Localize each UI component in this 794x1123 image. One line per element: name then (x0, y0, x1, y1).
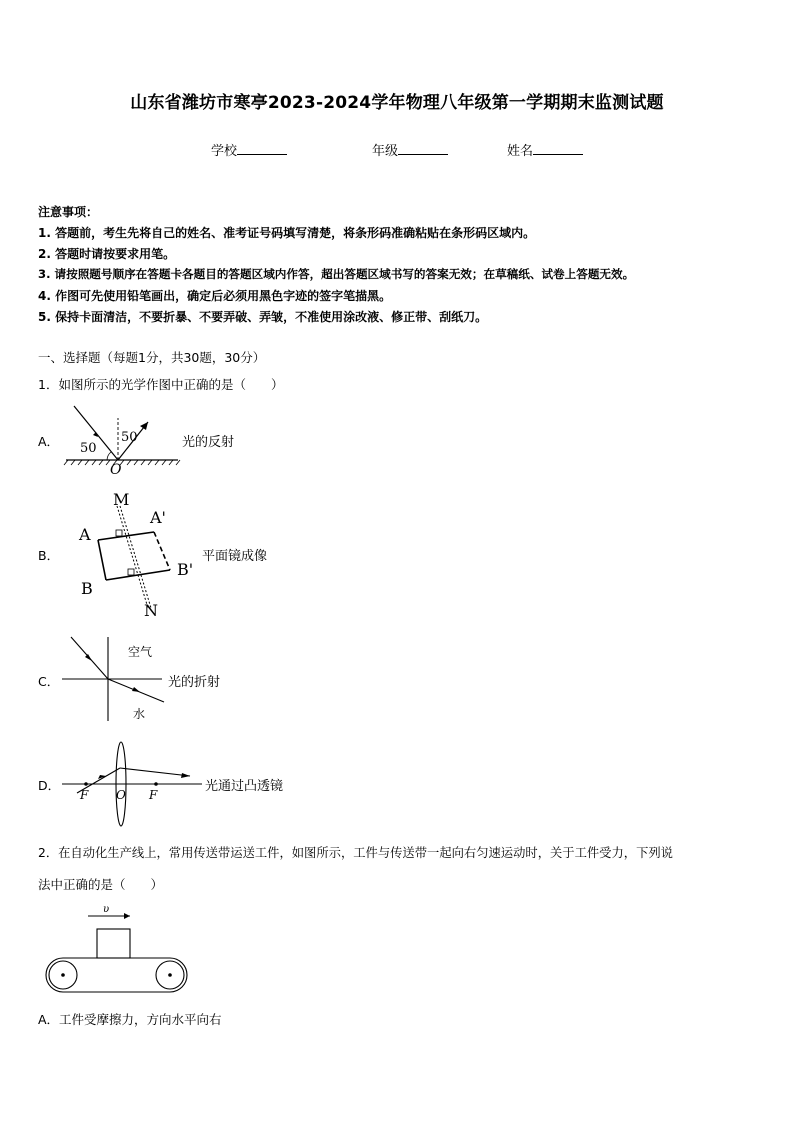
q2-option-a[interactable]: A．工件受摩擦力，方向水平向右 (38, 1012, 222, 1027)
label-m: M (113, 490, 130, 509)
q1-b-caption: 平面镜成像 (202, 549, 268, 564)
school-field (211, 140, 287, 159)
name-label: 姓名 (507, 144, 534, 159)
conveyor-belt-diagram (42, 902, 192, 998)
refraction-diagram (60, 632, 170, 724)
note-item: 5. 保持卡面清洁，不要折暴、不要弄破、弄皱，不准使用涂改液、修正带、刮纸刀。 (38, 310, 488, 324)
angle-right-label: 50 (121, 430, 138, 445)
section-heading: 一、选择题（每题1分，共30题，30分） (38, 350, 266, 365)
q1-option-d-letter[interactable]: D． (38, 778, 61, 793)
workpiece (97, 929, 130, 958)
water-label: 水 (133, 707, 146, 721)
note-item: 4. 作图可先使用铅笔画出，确定后必须用黑色字迹的签字笔描黑。 (38, 289, 392, 303)
grade-blank[interactable] (398, 142, 448, 155)
label-n: N (144, 601, 158, 620)
question-2-stem-line2: 法中正确的是（ ） (38, 877, 164, 892)
q1-option-b-letter[interactable]: B． (38, 548, 60, 563)
optical-center-label: O (116, 788, 126, 802)
name-field (507, 140, 583, 159)
grade-field (372, 140, 448, 159)
focus-right-label: F (149, 788, 158, 802)
point-o-label: O (110, 462, 122, 475)
label-a-prime: A' (150, 508, 166, 527)
school-label: 学校 (211, 144, 238, 159)
question-2-stem-line1: 2．在自动化生产线上，常用传送带运送工件，如图所示，工件与传送带一起向右匀速运动时，关于工件受力，下列说 (38, 846, 673, 860)
school-blank[interactable] (237, 142, 287, 155)
label-b-prime: B' (177, 560, 194, 579)
focus-left-label: F (80, 788, 89, 802)
label-a: A (79, 525, 91, 544)
q1-option-a-letter[interactable]: A． (38, 434, 60, 449)
grade-label: 年级 (372, 144, 399, 159)
belt (46, 958, 187, 992)
convex-lens-diagram (60, 738, 205, 828)
note-item: 1. 答题前，考生先将自己的姓名、准考证号码填写清楚，将条形码准确粘贴在条形码区域内。 (38, 226, 536, 240)
velocity-label: υ (103, 904, 110, 915)
question-1-stem: 1．如图所示的光学作图中正确的是（ ） (38, 377, 284, 392)
q1-d-caption: 光通过凸透镜 (205, 779, 284, 794)
note-item: 2. 答题时请按要求用笔。 (38, 247, 176, 261)
q1-c-caption: 光的折射 (168, 675, 221, 690)
note-item: 3. 请按照题号顺序在答题卡各题目的答题区域内作答，超出答题区域书写的答案无效；在草稿纸、试卷上答题无效。 (38, 267, 635, 281)
q1-a-caption: 光的反射 (182, 435, 235, 450)
angle-left-label: 50 (80, 441, 97, 456)
notes-title: 注意事项： (38, 205, 99, 219)
air-label: 空气 (128, 645, 153, 659)
label-b: B (81, 579, 93, 598)
reflection-diagram (60, 400, 185, 475)
plane-mirror-diagram (70, 488, 200, 620)
q1-option-c-letter[interactable]: C． (38, 674, 60, 689)
page-title: 山东省潍坊市寒亭2023-2024学年物理八年级第一学期期末监测试题 (130, 93, 664, 113)
name-blank[interactable] (533, 142, 583, 155)
